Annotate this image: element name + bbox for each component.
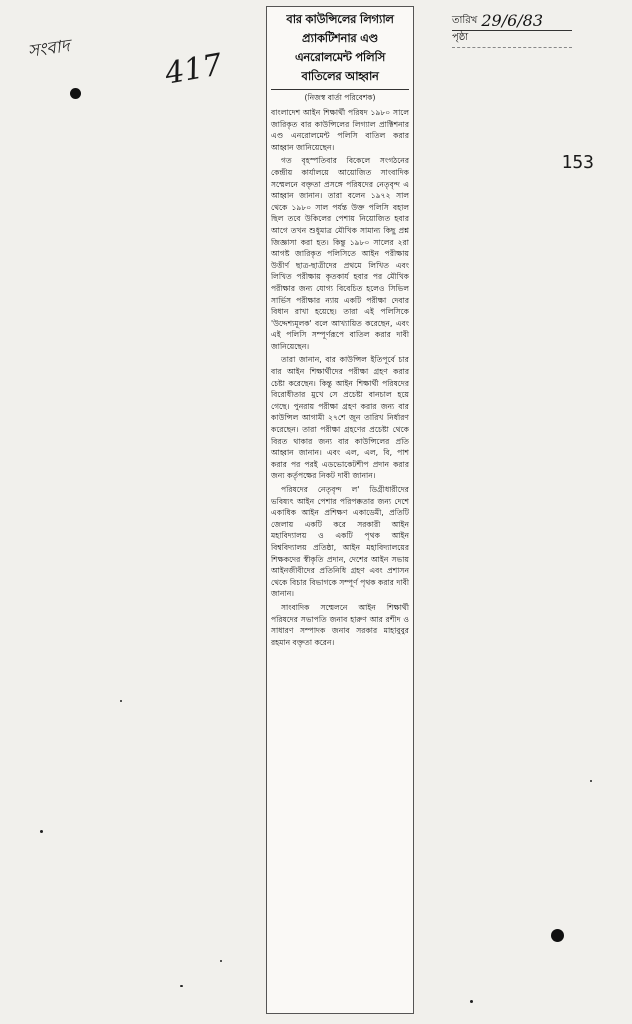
scan-speckle	[120, 700, 122, 702]
headline-line: বার কাউন্সিলের লিগ্যাল	[286, 12, 394, 26]
scan-speckle	[470, 1000, 473, 1003]
article-headline	[271, 10, 409, 90]
source-label: সংবাদ	[26, 36, 71, 62]
article-paragraph: গত বৃহস্পতিবার বিকেলে সংগঠনের কেন্দ্রীয় কার্যালয়ে আয়োজিত সাংবাদিক সম্মেলনে বক্তৃতা প্রসঙ্গে পরিষদের নেতৃবৃন্দ এ আহ্বান জানান। তারা বলেন ১৯৭২ সাল থেকে ১৯৮০ সাল পর্যন্ত উক্ত পলিসি বহাল ছিল তবে উকিলের পেশায় নিয়োজিত হবার আগে তখন শুধুমাত্র মৌখিক সামান্য কিছু প্রশ্ন জিজ্ঞাসা করা হত। কিন্তু ১৯৮০ সালের ২রা আগষ্ট জারিকৃত পলিসিতে আইন পরীক্ষায় উত্তীর্ণ ছাত্র-ছাত্রীদের প্রথমে লিখিত এবং লিখিত পরীক্ষায় কৃতকার্য হবার পর মৌখিক পরীক্ষার জন্য যোগ্য বিবেচিত হলেও সিভিল সার্ভিস পরীক্ষার ন্যায় একটি পরীক্ষা দেবার বিধান রাখা হয়েছে। তারা এই পলিসিকে 'উদ্দেশ্যমূলক' বলে আখ্যায়িত করেছেন, এবং এই পলিসি সম্পূর্ণরূপে বাতিল করার দাবী জানিয়েছেন।	[271, 156, 409, 351]
headline-line: প্র্যাকটিশনার এণ্ড	[302, 31, 378, 45]
file-number: 417	[162, 47, 225, 92]
article-paragraph: পরিষদের নেতৃবৃন্দ ল' ডিগ্রীধারীদের ভবিষ্যৎ আইন পেশার পরিপক্কতার জন্য দেশে একাধিক আইন প্রশিক্ষণ একাডেমী, প্রতিটি জেলায় একটি করে সরকারী আইন মহাবিদ্যালয় ও একটি পৃথক আইন বিশ্ববিদ্যালয় প্রতিষ্ঠা, আইন মহাবিদ্যালয়ের শিক্ষকদের স্বীকৃতি প্রদান, দেশের আইন সভায় আইনজীবীদের প্রতিনিধি গ্রহণ এবং প্রশাসন থেকে বিচার বিভাগকে সম্পূর্ণ পৃথক করার দাবী জানান।	[271, 485, 409, 599]
article-paragraph: সাংবাদিক সম্মেলনে আইন শিক্ষার্থী পরিষদের সভাপতি জনাব হারুণ আর রশীদ ও সাধারণ সম্পাদক জনাব সরকার মাহাবুবুর রহমান বক্তৃতা করেন।	[271, 602, 409, 647]
date-stamp	[452, 10, 572, 48]
punch-hole-bottom	[551, 929, 564, 942]
newspaper-clipping	[266, 6, 414, 1014]
scan-speckle	[180, 985, 183, 987]
headline-line: বাতিলের আহ্বান	[301, 69, 379, 83]
date-value: 29/6/83	[481, 11, 544, 30]
scan-speckle	[220, 960, 222, 962]
date-label: তারিখ	[452, 15, 478, 26]
archive-page-number: 153	[561, 152, 594, 173]
punch-hole-top	[70, 88, 81, 99]
scan-speckle	[590, 780, 592, 782]
article-paragraph: বাংলাদেশ আইন শিক্ষার্থী পরিষদ ১৯৮০ সালে জারিকৃত বার কাউন্সিলের লিগ্যাল প্রাক্টিশনার এণ্ড এনরোলমেন্ট পলিসি বাতিল করার আহ্বান জানিয়েছেন।	[271, 108, 409, 152]
article-paragraph: তারা জানান, বার কাউন্সিল ইতিপূর্বে চার বার আইন শিক্ষার্থীদের পরীক্ষা গ্রহণ করার চেষ্টা করেছেন। কিন্তু আইন শিক্ষার্থী পরিষদের বিরোধীতার মুখে সে প্রচেষ্টা বানচাল হয়ে গেছে। পুনরায় পরীক্ষা গ্রহণ করার জন্য বার কাউন্সিল আগামী ২৭শে জুন তারিখ নির্ধারণ করেছেন। তারা পরীক্ষা গ্রহণের প্রচেষ্টা থেকে বিরত থাকার জন্য বার কাউন্সিলের প্রতি আহ্বান জানান। এবং এল, এল, বি, পাশ করার পর পরই এডভোকেটশীপ প্রদান করার জন্য কর্তৃপক্ষের নিকট দাবী জানান।	[271, 355, 409, 481]
article-byline: (নিজস্ব বার্তা পরিবেশক)	[304, 93, 376, 102]
scan-speckle	[40, 830, 43, 833]
headline-line: এনরোলমেন্ট পলিসি	[294, 50, 386, 64]
page-label: পৃষ্ঠা	[452, 32, 469, 43]
